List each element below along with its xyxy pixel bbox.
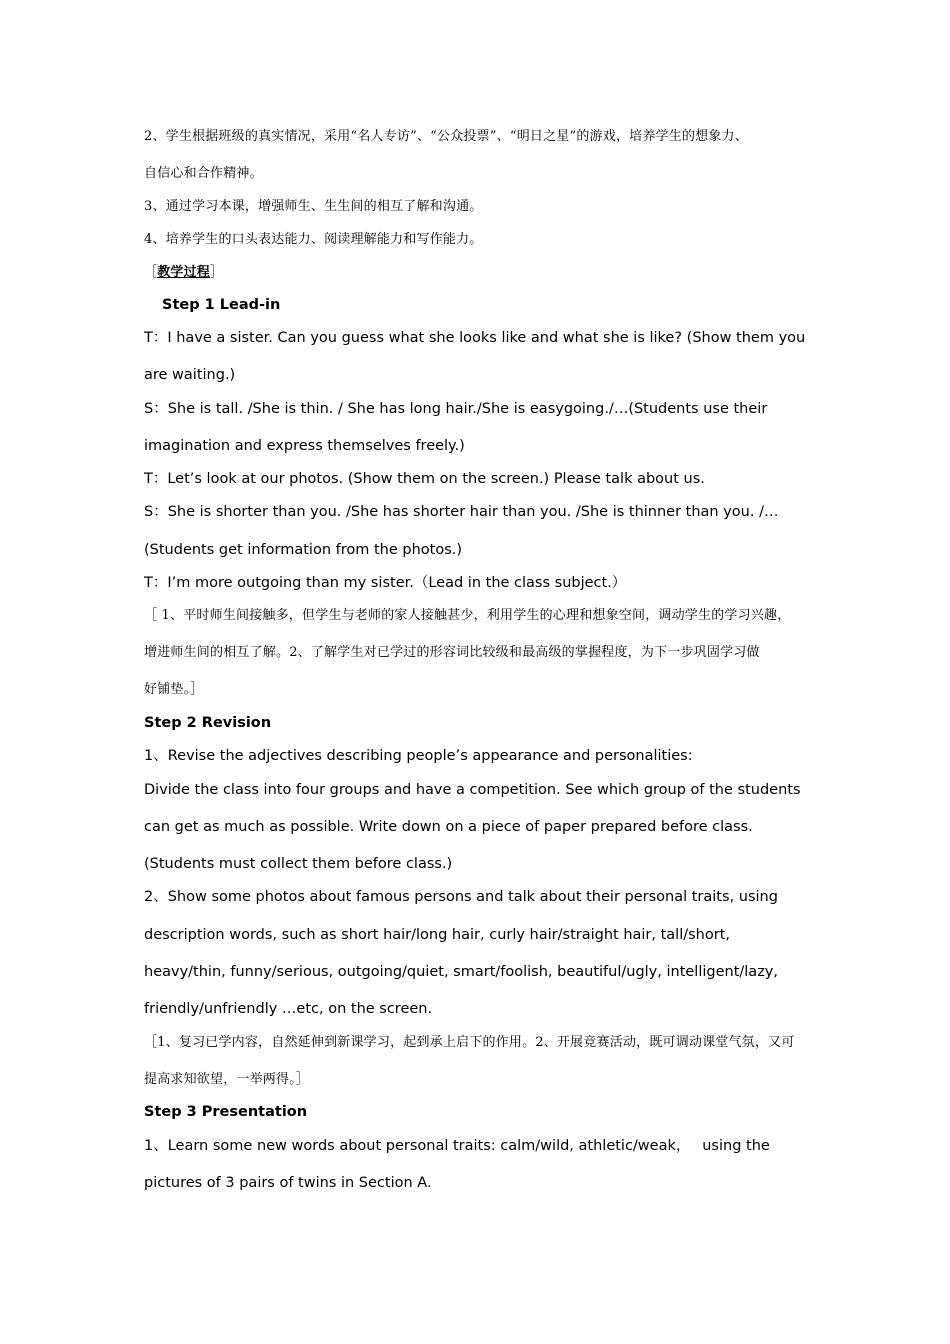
dialogue-student-2: S：She is shorter than you. /She has shorter hair than you. /She is thinner than you. /… bbox=[144, 504, 779, 520]
dialogue-student-1: S：She is tall. /She is thin. / She has long hair./She is easygoing./…(Students use their bbox=[144, 401, 768, 417]
step-2-item-1-detail-2: can get as much as possible. Write down on a piece of paper prepared before class. bbox=[144, 819, 753, 835]
bracket-open: ［ bbox=[144, 265, 158, 280]
step-2-note-line-1: ［1、复习已学内容，自然延伸到新课学习，起到承上启下的作用。2、开展竞赛活动，既可调动课堂气氛，又可 bbox=[144, 1035, 795, 1050]
step-1-note-line-1: ［ 1、平时师生间接触多，但学生与老师的家人接触甚少，利用学生的心理和想象空间，调动学生的学习兴趣， bbox=[144, 608, 791, 623]
step-3-item-1-cont: pictures of 3 pairs of twins in Section A. bbox=[144, 1175, 432, 1191]
dialogue-student-2-cont: (Students get information from the photos.) bbox=[144, 542, 463, 558]
step-2-item-1-detail-1: Divide the class into four groups and have a competition. See which group of the students bbox=[144, 782, 801, 798]
section-heading-title: 教学过程 bbox=[157, 265, 211, 280]
step-1-heading: Step 1 Lead-in bbox=[162, 297, 281, 313]
step-2-note-line-2: 提高求知欲望，一举两得。］ bbox=[144, 1072, 310, 1087]
dialogue-teacher-3: T：I’m more outgoing than my sister.（Lead in the class subject.） bbox=[144, 575, 627, 591]
dialogue-teacher-1-cont: are waiting.) bbox=[144, 367, 236, 383]
step-1-note-line-3: 好铺垫。］ bbox=[144, 682, 204, 697]
step-2-item-1-detail-3: (Students must collect them before class.) bbox=[144, 856, 453, 872]
step-1-note-line-2: 增进师生间的相互了解。2、了解学生对已学过的形容词比较级和最高级的掌握程度，为下一步巩固学习做 bbox=[144, 645, 760, 660]
section-heading-teaching-process bbox=[144, 263, 223, 283]
objective-4: 4、培养学生的口头表达能力、阅读理解能力和写作能力。 bbox=[144, 232, 483, 247]
objective-3: 3、通过学习本课，增强师生、生生间的相互了解和沟通。 bbox=[144, 199, 483, 214]
step-2-heading: Step 2 Revision bbox=[144, 715, 272, 731]
dialogue-student-1-cont: imagination and express themselves freely.) bbox=[144, 438, 465, 454]
step-2-item-2-cont-1: description words, such as short hair/long hair, curly hair/straight hair, tall/short, bbox=[144, 927, 730, 943]
step-2-item-2-cont-3: friendly/unfriendly …etc, on the screen. bbox=[144, 1001, 433, 1017]
bracket-close: ］ bbox=[210, 265, 224, 280]
objective-2-line-1: 2、学生根据班级的真实情况，采用“名人专访”、“公众投票”、“明日之星”的游戏，培养学生的想象力、 bbox=[144, 129, 748, 144]
step-2-item-2-cont-2: heavy/thin, funny/serious, outgoing/quiet, smart/foolish, beautiful/ugly, intelligent/lazy, bbox=[144, 964, 778, 980]
dialogue-teacher-2: T：Let’s look at our photos. (Show them on the screen.) Please talk about us. bbox=[144, 471, 705, 487]
step-2-item-1: 1、Revise the adjectives describing people’s appearance and personalities: bbox=[144, 748, 693, 764]
step-2-item-2: 2、Show some photos about famous persons and talk about their personal traits, using bbox=[144, 889, 778, 905]
dialogue-teacher-1: T：I have a sister. Can you guess what she looks like and what she is like? (Show them you bbox=[144, 330, 806, 346]
objective-2-line-2: 自信心和合作精神。 bbox=[144, 166, 263, 181]
step-3-heading: Step 3 Presentation bbox=[144, 1104, 308, 1120]
step-3-item-1: 1、Learn some new words about personal traits: calm/wild, athletic/weak， using the bbox=[144, 1138, 770, 1154]
